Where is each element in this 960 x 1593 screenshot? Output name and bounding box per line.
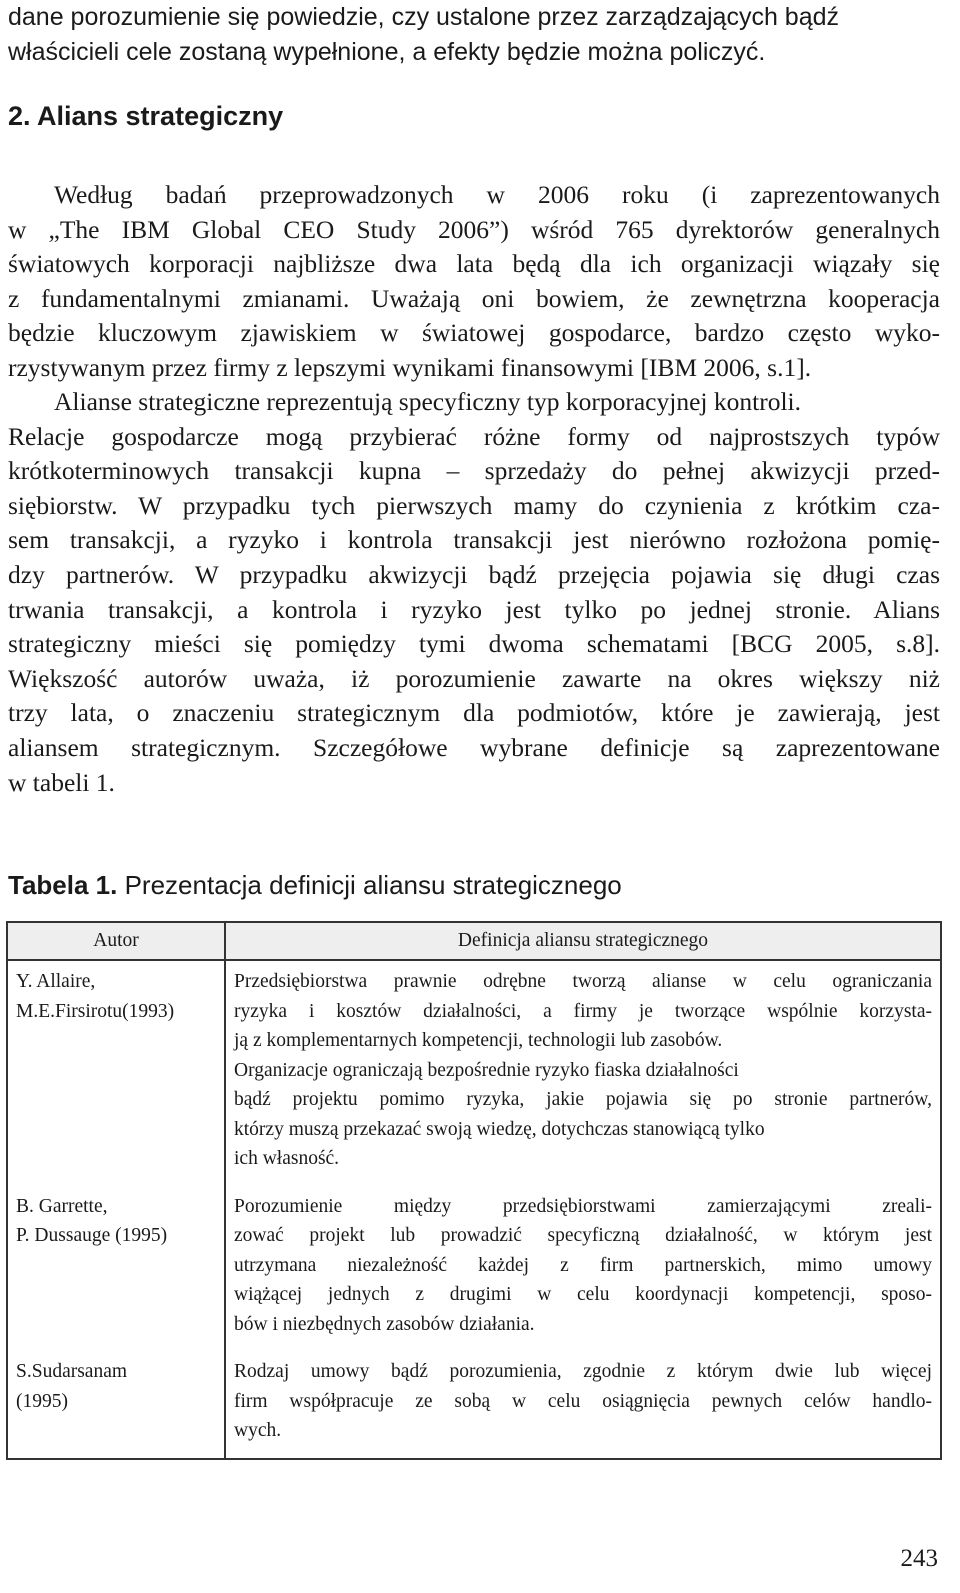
paragraph-line: Według badań przeprowadzonych w 2006 roku (i zaprezentowanych — [54, 180, 940, 209]
column-header-definition: Definicja aliansu strategicznego — [225, 922, 941, 960]
column-header-author: Autor — [7, 922, 225, 960]
definition-cell — [225, 960, 941, 1186]
table-caption — [8, 870, 622, 901]
paragraph-2 — [8, 385, 940, 800]
table-caption-text: Prezentacja definicji aliansu strategicznego — [124, 870, 622, 900]
paragraph-line: rzystywanym przez firmy z lepszymi wynikami finansowymi [IBM 2006, s.1]. — [8, 352, 812, 382]
paragraph-line: trwania transakcji, a kontrola i ryzyko jest tylko po jednej stronie. Alians — [8, 594, 940, 624]
paragraph-line: Relacje gospodarcze mogą przybierać różne formy od najprostszych typów — [8, 421, 940, 451]
definition-line: ryzyka i kosztów działalności, a firmy je tworzące wspólnie korzysta- — [234, 1000, 932, 1022]
page-number: 243 — [900, 1545, 938, 1572]
definition-line: Porozumienie między przedsiębiorstwami zamierzającymi zreali- — [234, 1195, 932, 1217]
table-row — [7, 960, 941, 1186]
paragraph-line: sem transakcji, a ryzyko i kontrola transakcji jest nierówno rozłożona pomię- — [8, 525, 940, 555]
paragraph-line: strategiczny mieści się pomiędzy tymi dwoma schematami [BCG 2005, s.8]. — [8, 629, 940, 659]
definition-cell — [225, 1351, 941, 1459]
paragraph-line: siębiorstw. W przypadku tych pierwszych mamy do czynienia z krótkim cza- — [8, 490, 940, 520]
paragraph-line: w „The IBM Global CEO Study 2006”) wśród 765 dyrektorów generalnych — [8, 214, 940, 244]
definition-line: zować projekt lub prowadzić specyficzną działalność, w którym jest — [234, 1225, 932, 1246]
definition-line: Przedsiębiorstwa prawnie odrębne tworzą alianse w celu ograniczania — [234, 971, 932, 992]
intro-line-1: dane porozumienie się powiedzie, czy ustalone przez zarządzających bądź — [8, 3, 840, 31]
author-cell — [7, 1351, 225, 1459]
definition-line: ją z komplementarnych kompetencji, technologii lub zasobów. — [234, 1030, 723, 1051]
definition-line: utrzymana niezależność każdej z firm partnerskich, mimo umowy — [234, 1254, 932, 1276]
author-line: Y. Allaire, — [16, 971, 96, 992]
paragraph-line: będzie kluczowym zjawiskiem w światowej gospodarce, bardzo często wyko- — [8, 318, 940, 348]
table-row — [7, 1186, 941, 1352]
author-line: (1995) — [16, 1390, 68, 1412]
table-header-row — [7, 922, 941, 960]
paragraph-line: z fundamentalnymi zmianami. Uważają oni bowiem, że zewnętrzna kooperacja — [8, 283, 940, 313]
paragraph-1 — [8, 178, 940, 386]
author-line: M.E.Firsirotu(1993) — [16, 1000, 175, 1022]
definition-line: którzy muszą przekazać swoją wiedzę, dotychczas stanowiącą tylko — [234, 1118, 765, 1140]
paragraph-line: dzy partnerów. W przypadku akwizycji bądź przejęcia pojawia się długi czas — [8, 559, 940, 589]
author-cell — [7, 960, 225, 1186]
author-line: B. Garrette, — [16, 1195, 108, 1217]
definition-line: Rodzaj umowy bądź porozumienia, zgodnie z którym dwie lub więcej — [234, 1361, 932, 1382]
author-line: P. Dussauge (1995) — [16, 1225, 168, 1246]
definition-line: bądź projektu pomimo ryzyka, jakie pojawia się po stronie partnerów, — [234, 1089, 932, 1110]
definitions-table — [6, 921, 942, 1460]
definition-line: wiążącej jednych z drugimi w celu koordynacji kompetencji, sposo- — [234, 1284, 932, 1305]
definition-cell — [225, 1186, 941, 1352]
paragraph-line: Większość autorów uważa, iż porozumienie zawarte na okres większy niż — [8, 663, 940, 693]
intro-line-2: właścicieli cele zostaną wypełnione, a efekty będzie można policzyć. — [8, 38, 766, 66]
paragraph-line: aliansem strategicznym. Szczegółowe wybrane definicje są zaprezentowane — [8, 732, 940, 762]
paragraph-line: trzy lata, o znaczeniu strategicznym dla podmiotów, które je zawierają, jest — [8, 698, 940, 728]
section-heading: 2. Alians strategiczny — [8, 101, 284, 131]
paragraph-line: Alianse strategiczne reprezentują specyficzny typ korporacyjnej kontroli. — [54, 387, 801, 416]
paragraph-line: w tabeli 1. — [8, 767, 115, 797]
definition-line: bów i niezbędnych zasobów działania. — [234, 1313, 535, 1335]
paragraph-line: światowych korporacji najbliższe dwa lata będą dla ich organizacji wiązały się — [8, 249, 940, 279]
definition-line: firm współpracuje ze sobą w celu osiągnięcia pewnych celów handlo- — [234, 1390, 932, 1412]
table-row — [7, 1351, 941, 1459]
author-cell — [7, 1186, 225, 1352]
definition-line: ich własność. — [234, 1148, 340, 1169]
definition-line: Organizacje ograniczają bezpośrednie ryzyko fiaska działalności — [234, 1059, 739, 1081]
definition-line: wych. — [234, 1420, 282, 1441]
paragraph-line: krótkoterminowych transakcji kupna – sprzedaży do pełnej akwizycji przed- — [8, 456, 940, 486]
author-line: S.Sudarsanam — [16, 1361, 128, 1382]
table-caption-label: Tabela 1. — [8, 870, 118, 900]
